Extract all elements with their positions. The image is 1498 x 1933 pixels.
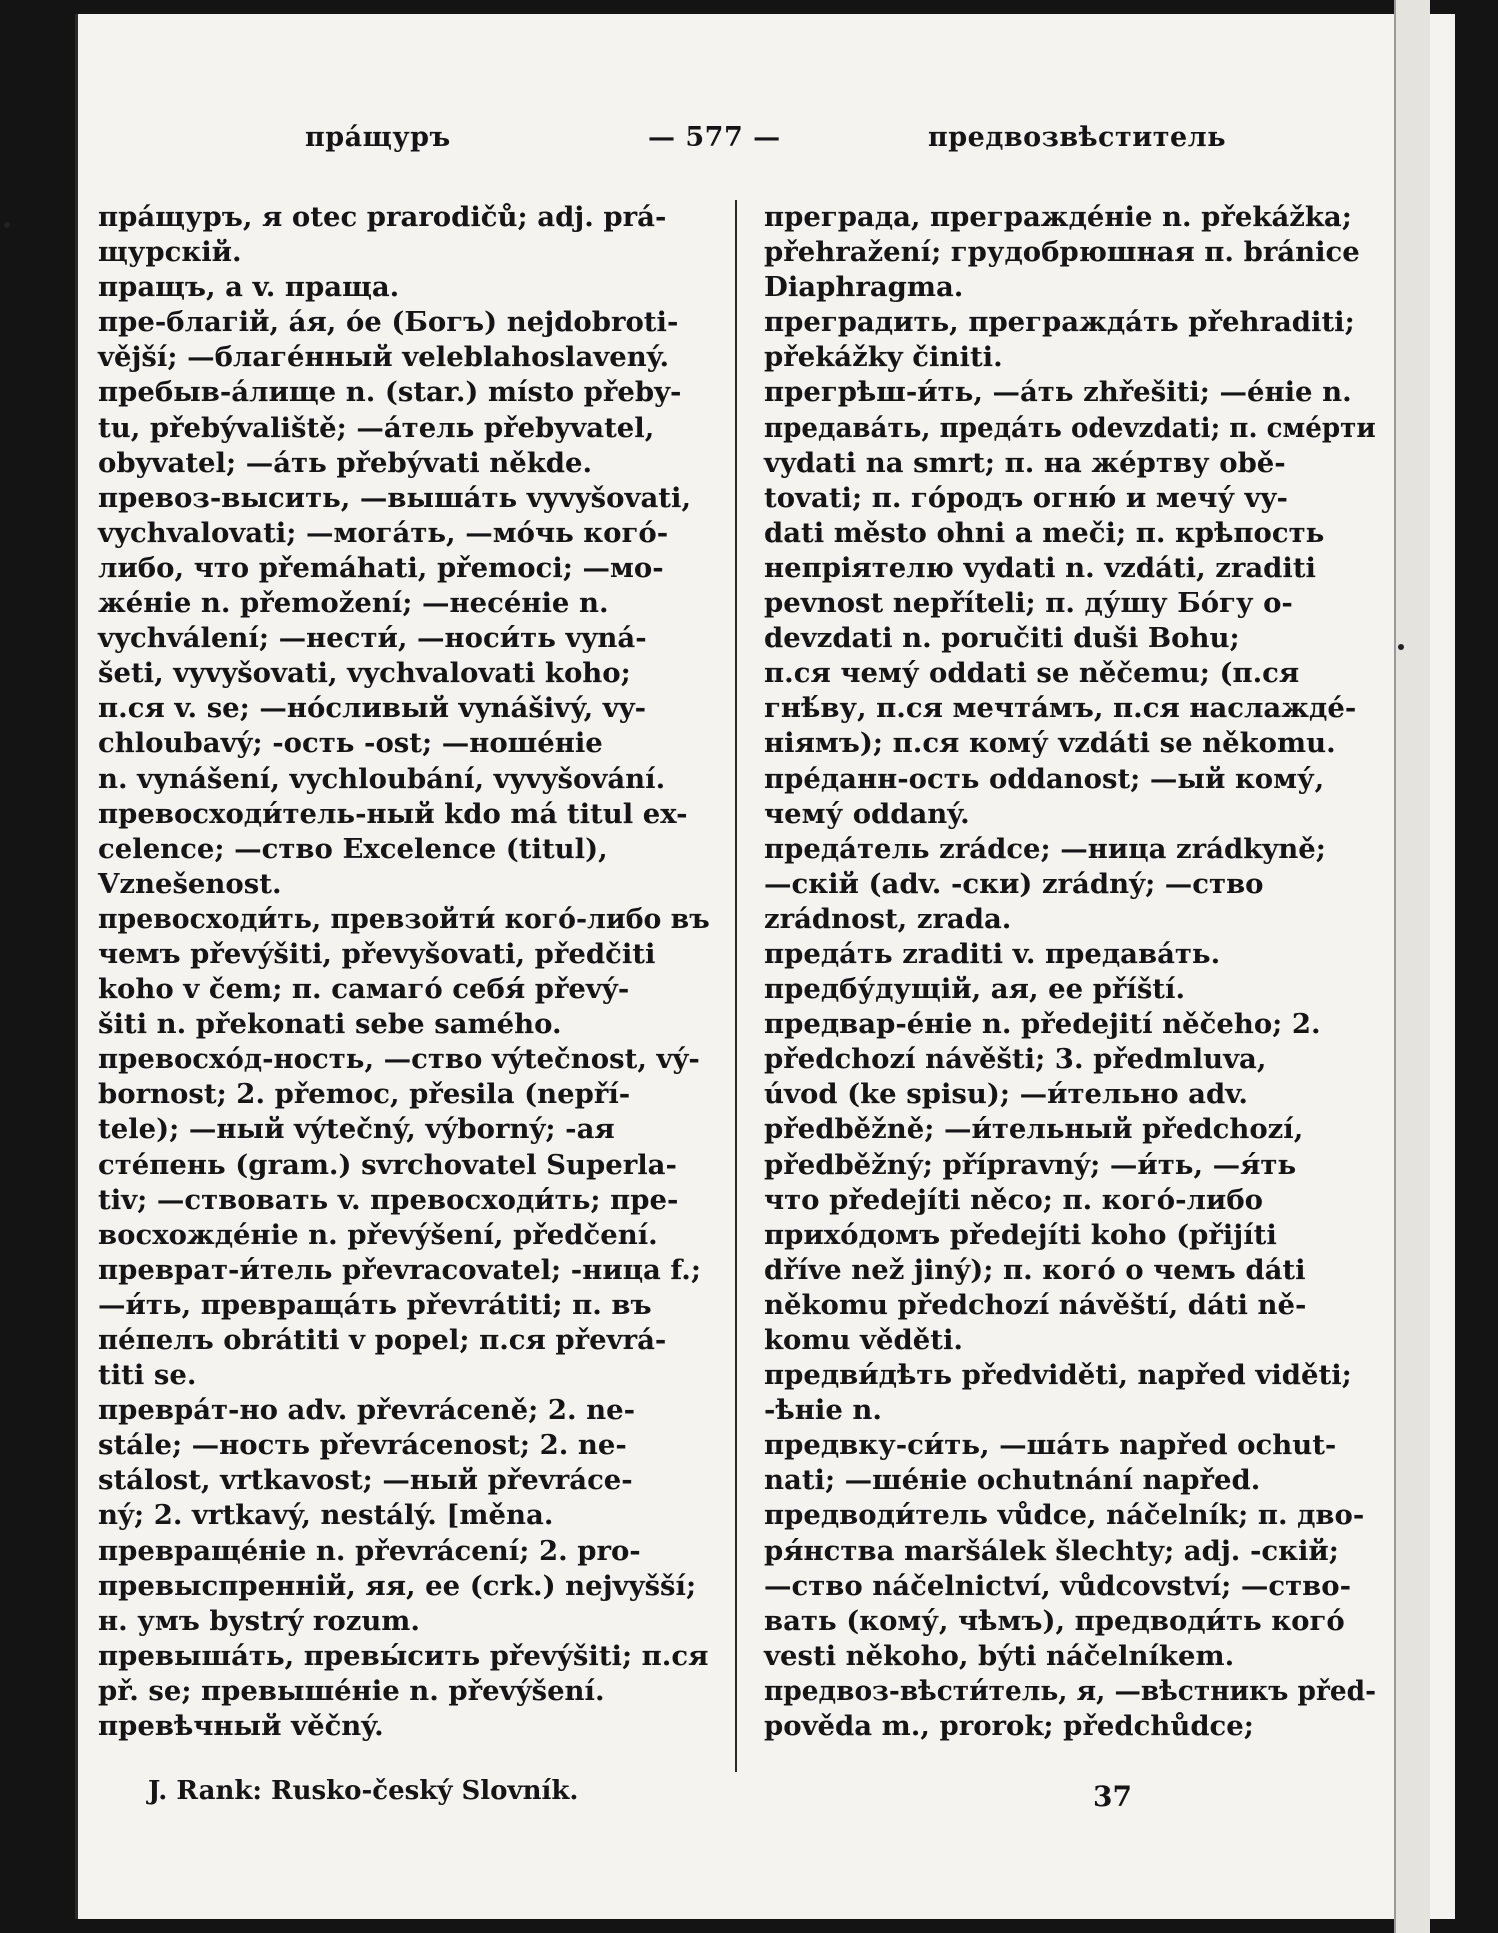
dictionary-line: stále; —ность převrácenost; 2. ne- (98, 1429, 627, 1462)
dictionary-line: н. умъ bystrý rozum. (98, 1604, 420, 1637)
dictionary-line: —скій (adv. -ски) zrádný; —ство (764, 867, 1264, 900)
dictionary-line: obyvatel; —áть přebývati někde. (98, 446, 593, 479)
dictionary-line: предводи́тель vůdce, náčelník; п. дво- (764, 1499, 1365, 1532)
dictionary-line: devzdati n. poručiti duši Bohu; (764, 622, 1240, 655)
dictionary-line: pověda m., prorok; předchůdce; (764, 1710, 1254, 1743)
dictionary-line: преврáт-но adv. převráceně; 2. ne- (98, 1394, 636, 1427)
dictionary-line: превращéніе n. převrácení; 2. pro- (98, 1534, 641, 1567)
dictionary-line: прегрѣш-и́ть, —áть zhřešiti; —éніе n. (764, 376, 1352, 409)
dictionary-line: пращъ, а v. праща. (98, 271, 400, 304)
dictionary-line: предáтель zrádce; —ница zrádkyně; (764, 832, 1326, 865)
dictionary-line: —и́ть, превращáть převrátiti; п. въ (98, 1288, 652, 1321)
dictionary-line: předchozí návěšti; 3. předmluva, (764, 1043, 1267, 1076)
dictionary-line: предавáть, предáть odevzdati; п. смéрти (764, 411, 1376, 444)
dictionary-line: предви́дѣть předviděti, napřed viděti; (764, 1359, 1352, 1392)
dictionary-line: zrádnost, zrada. (764, 902, 1012, 935)
dictionary-line: dříve než jiný); п. когó о чемъ dáti (764, 1253, 1306, 1286)
dictionary-line: превышáть, превы́сить převýšiti; п.ся (98, 1639, 709, 1672)
dictionary-line: tele); —ный výtečný, výborný; -ая (98, 1113, 615, 1146)
dictionary-line: гнѣ́ву, п.ся мечтáмъ, п.ся наслаждé- (764, 692, 1357, 725)
dictionary-line: vesti někoho, býti náčelníkem. (764, 1639, 1235, 1672)
dictionary-line: úvod (ke spisu); —и́тельно adv. (764, 1078, 1248, 1111)
dictionary-line: nati; —шéніе ochutnání napřed. (764, 1464, 1261, 1497)
dictionary-line: ніямъ); п.ся кому́ vzdáti se někomu. (764, 727, 1336, 760)
dictionary-line: tu, přebývaliště; —áтель přebyvatel, (98, 411, 655, 444)
dictionary-line: tovati; п. гóродъ огню́ и мечу́ vy- (764, 481, 1288, 514)
signature-mark: 37 (1093, 1780, 1132, 1813)
dictionary-line: Diaphragma. (764, 271, 964, 304)
dictionary-line: —ство náčelnictví, vůdcovství; —ство- (764, 1569, 1352, 1602)
dictionary-line: někomu předchozí návěští, dáti ně- (764, 1288, 1307, 1321)
dictionary-line: dati město ohni a meči; п. крѣпость (764, 516, 1325, 549)
dictionary-line: стéпень (gram.) svrchovatel Superla- (98, 1148, 677, 1181)
dictionary-line: п.ся v. se; —нóсливый vynášivý, vy- (98, 692, 647, 725)
dictionary-line: пре-благій, áя, óе (Богъ) nejdobroti- (98, 306, 679, 339)
dictionary-line: přehražení; грудобрюшная п. bránice (764, 236, 1360, 269)
dictionary-line: прéданн-ость oddanost; —ый кому́, (764, 762, 1325, 795)
dictionary-line: celence; —ство Excelence (titul), (98, 832, 608, 865)
dictionary-line: pevnost nepříteli; п. ду́шу Бóгу o- (764, 587, 1293, 620)
right-column (764, 200, 1376, 1744)
dictionary-line: что předejíti něco; п. когó-либо (764, 1183, 1264, 1216)
dictionary-line: предáть zraditi v. предавáть. (764, 937, 1221, 970)
dictionary-line: прáщуръ, я otec prarodičů; adj. prá- (98, 201, 667, 233)
dictionary-line: vější; —благéнный veleblahoslavený. (98, 341, 670, 374)
dictionary-line: превосхóд-ность, —ство výtečnost, vý- (98, 1043, 700, 1076)
page-edge (1394, 0, 1430, 1933)
footer-signature: J. Rank: Rusko-český Slovník. (148, 1776, 579, 1806)
dictionary-line: komu věděti. (764, 1324, 963, 1356)
dictionary-line: šeti, vyvyšovati, vychvalovati koho; (98, 657, 631, 690)
dictionary-line: превосходи́ть, превзойти́ когó-либо въ (98, 902, 710, 935)
dictionary-line: titi se. (98, 1359, 197, 1392)
dictionary-line: преврат-и́тель převracovatel; -ница f.; (98, 1253, 701, 1286)
dictionary-line: жéніе n. přemožení; —несéніе n. (98, 587, 609, 620)
column-divider (735, 200, 737, 1772)
running-head-right: предвозвѣститель (928, 122, 1227, 153)
left-column (98, 200, 710, 1744)
dictionary-line: чемъ převýšiti, převyšovati, předčiti (98, 937, 656, 970)
dictionary-line: předběžný; přípravný; —и́ть, —я́ть (764, 1148, 1297, 1181)
dictionary-line: n. vynášení, vychloubání, vyvyšování. (98, 762, 666, 795)
dictionary-line: bornost; 2. přemoc, přesila (nepří- (98, 1078, 631, 1111)
dictionary-line: преградить, преграждáть přehraditi; (764, 306, 1355, 339)
dictionary-line: п.ся чему́ oddati se něčemu; (п.ся (764, 657, 1300, 690)
dictionary-line: chloubavý; -ость -ost; —ношéніе (98, 727, 603, 760)
dictionary-line: překážky činiti. (764, 341, 1003, 374)
dictionary-line: преграда, преграждéніе n. překážka; (764, 201, 1352, 233)
dictionary-line: либо, что přemáhati, přemoci; —мо- (98, 551, 664, 584)
dictionary-line: предбу́дущій, ая, ее příští. (764, 973, 1186, 1006)
dictionary-line: прихóдомъ předejíti koho (přijíti (764, 1218, 1277, 1251)
dictionary-line: tiv; —ствовать v. превосходи́ть; пре- (98, 1183, 679, 1216)
dictionary-line: предвку-си́ть, —шáть napřed ochut- (764, 1429, 1337, 1462)
dictionary-line: ný; 2. vrtkavý, nestálý. [měna. (98, 1499, 554, 1532)
dictionary-line: šiti n. překonati sebe samého. (98, 1008, 562, 1041)
dictionary-line: вать (кому́, чѣмъ), предводи́ть когó (764, 1604, 1345, 1637)
dictionary-line: превоз-высить, —вышáть vyvyšovati, (98, 481, 692, 514)
dictionary-line: щурскій. (98, 236, 242, 269)
dictionary-line: -ѣніе n. (764, 1394, 882, 1427)
speck (1398, 644, 1404, 650)
dictionary-line: koho v čem; п. самагó себя́ převý- (98, 973, 630, 1006)
dictionary-line: предвар-éніе n. předejití něčeho; 2. (764, 1008, 1321, 1041)
dictionary-line: восхождéніе n. převýšení, předčení. (98, 1218, 658, 1251)
dictionary-line: př. se; превышéніе n. převýšení. (98, 1674, 605, 1707)
dictionary-line: Vznešenost. (98, 867, 282, 900)
dictionary-line: превѣчный věčný. (98, 1710, 384, 1743)
dictionary-line: превыспренній, яя, ее (crk.) nejvyšší; (98, 1569, 697, 1602)
dictionary-line: vydati na smrt; п. на жéртву obě- (764, 446, 1286, 479)
dictionary-line: предвоз-вѣсти́тель, я, —вѣстникъ před- (764, 1674, 1377, 1707)
dictionary-line: vychválení; —нести́, —носи́ть vyná- (98, 622, 647, 655)
dictionary-line: пребыв-áлище n. (star.) místo přeby- (98, 376, 682, 409)
page-number-header: — 577 — (648, 122, 781, 153)
dictionary-line: ря́нства maršálek šlechty; adj. -скій; (764, 1534, 1339, 1567)
dictionary-line: předběžně; —и́тельный předchozí, (764, 1113, 1304, 1146)
dictionary-line: vychvalovati; —могáть, —мóчь когó- (98, 516, 669, 549)
dictionary-line: stálost, vrtkavost; —ный převráce- (98, 1464, 633, 1497)
running-head-left: прáщуръ (305, 122, 451, 153)
dictionary-line: непріятелю vydati n. vzdáti, zraditi (764, 551, 1317, 584)
speck (4, 222, 10, 228)
dictionary-line: пéпелъ obrátiti v popel; п.ся převrá- (98, 1324, 667, 1356)
dictionary-line: чему́ oddaný. (764, 797, 970, 830)
dictionary-line: превосходи́тель-ный kdo má titul ex- (98, 797, 688, 830)
